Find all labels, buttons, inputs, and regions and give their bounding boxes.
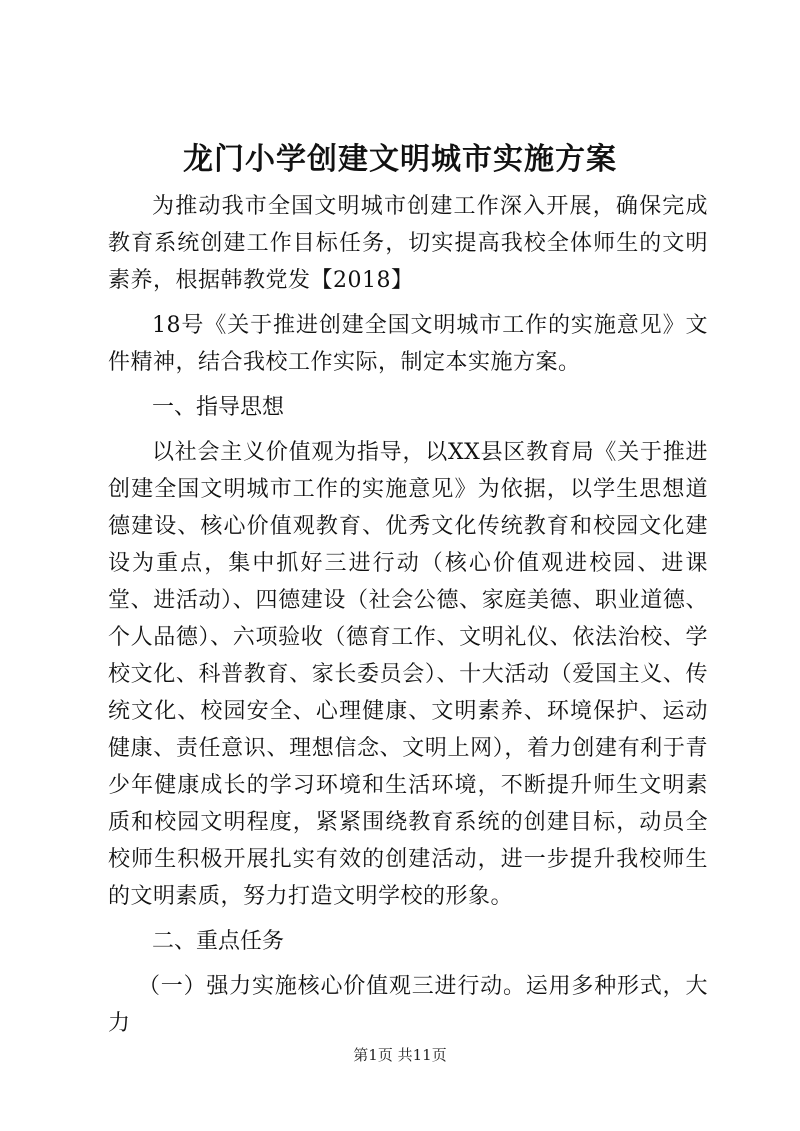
section-heading-guiding-thought: 一、指导思想 — [152, 395, 285, 420]
intro-paragraph-1: 为推动我市全国文明城市创建工作深入开展，确保完成教育系统创建工作目标任务，切实提高我校全体师生的文明素养，根据韩教党发【2018】 — [108, 194, 708, 293]
document-body — [108, 188, 708, 1042]
guiding-thought-paragraph: 以社会主义价值观为指导，以XX县区教育局《关于推进创建全国文明城市工作的实施意见》为依据，以学生思想道德建设、核心价值观教育、优秀文化传统教育和校园文化建设为重点，集中抓好三进行动（核心价值观进校园、进课堂、进活动）、四德建设（社会公德、家庭美德、职业道德、个人品德）、六项验收（德育工作、文明礼仪、依法治校、学校文化、科普教育、家长委员会）、十大活动（爱国主义、传统文化、校园安全、心理健康、文明素养、环境保护、运动健康、责任意识、理想信念、文明上网），着力创建有利于青少年健康成长的学习环境和生活环境，不断提升师生文明素质和校园文明程度，紧紧围绕教育系统的创建目标，动员全校师生积极开展扎实有效的创建活动，进一步提升我校师生的文明素质，努力打造文明学校的形象。 — [108, 440, 708, 909]
section-heading-key-tasks: 二、重点任务 — [152, 929, 285, 954]
page-footer: 第1页 共11页 — [353, 1046, 447, 1064]
intro-paragraph-2: 18号《关于推进创建全国文明城市工作的实施意见》文件精神，结合我校工作实际，制定本实施方案。 — [108, 313, 708, 375]
document-title: 龙门小学创建文明城市实施方案 — [183, 142, 617, 177]
key-task-item-1: （一）强力实施核心价值观三进行动。运用多种形式，大力 — [108, 974, 708, 1036]
